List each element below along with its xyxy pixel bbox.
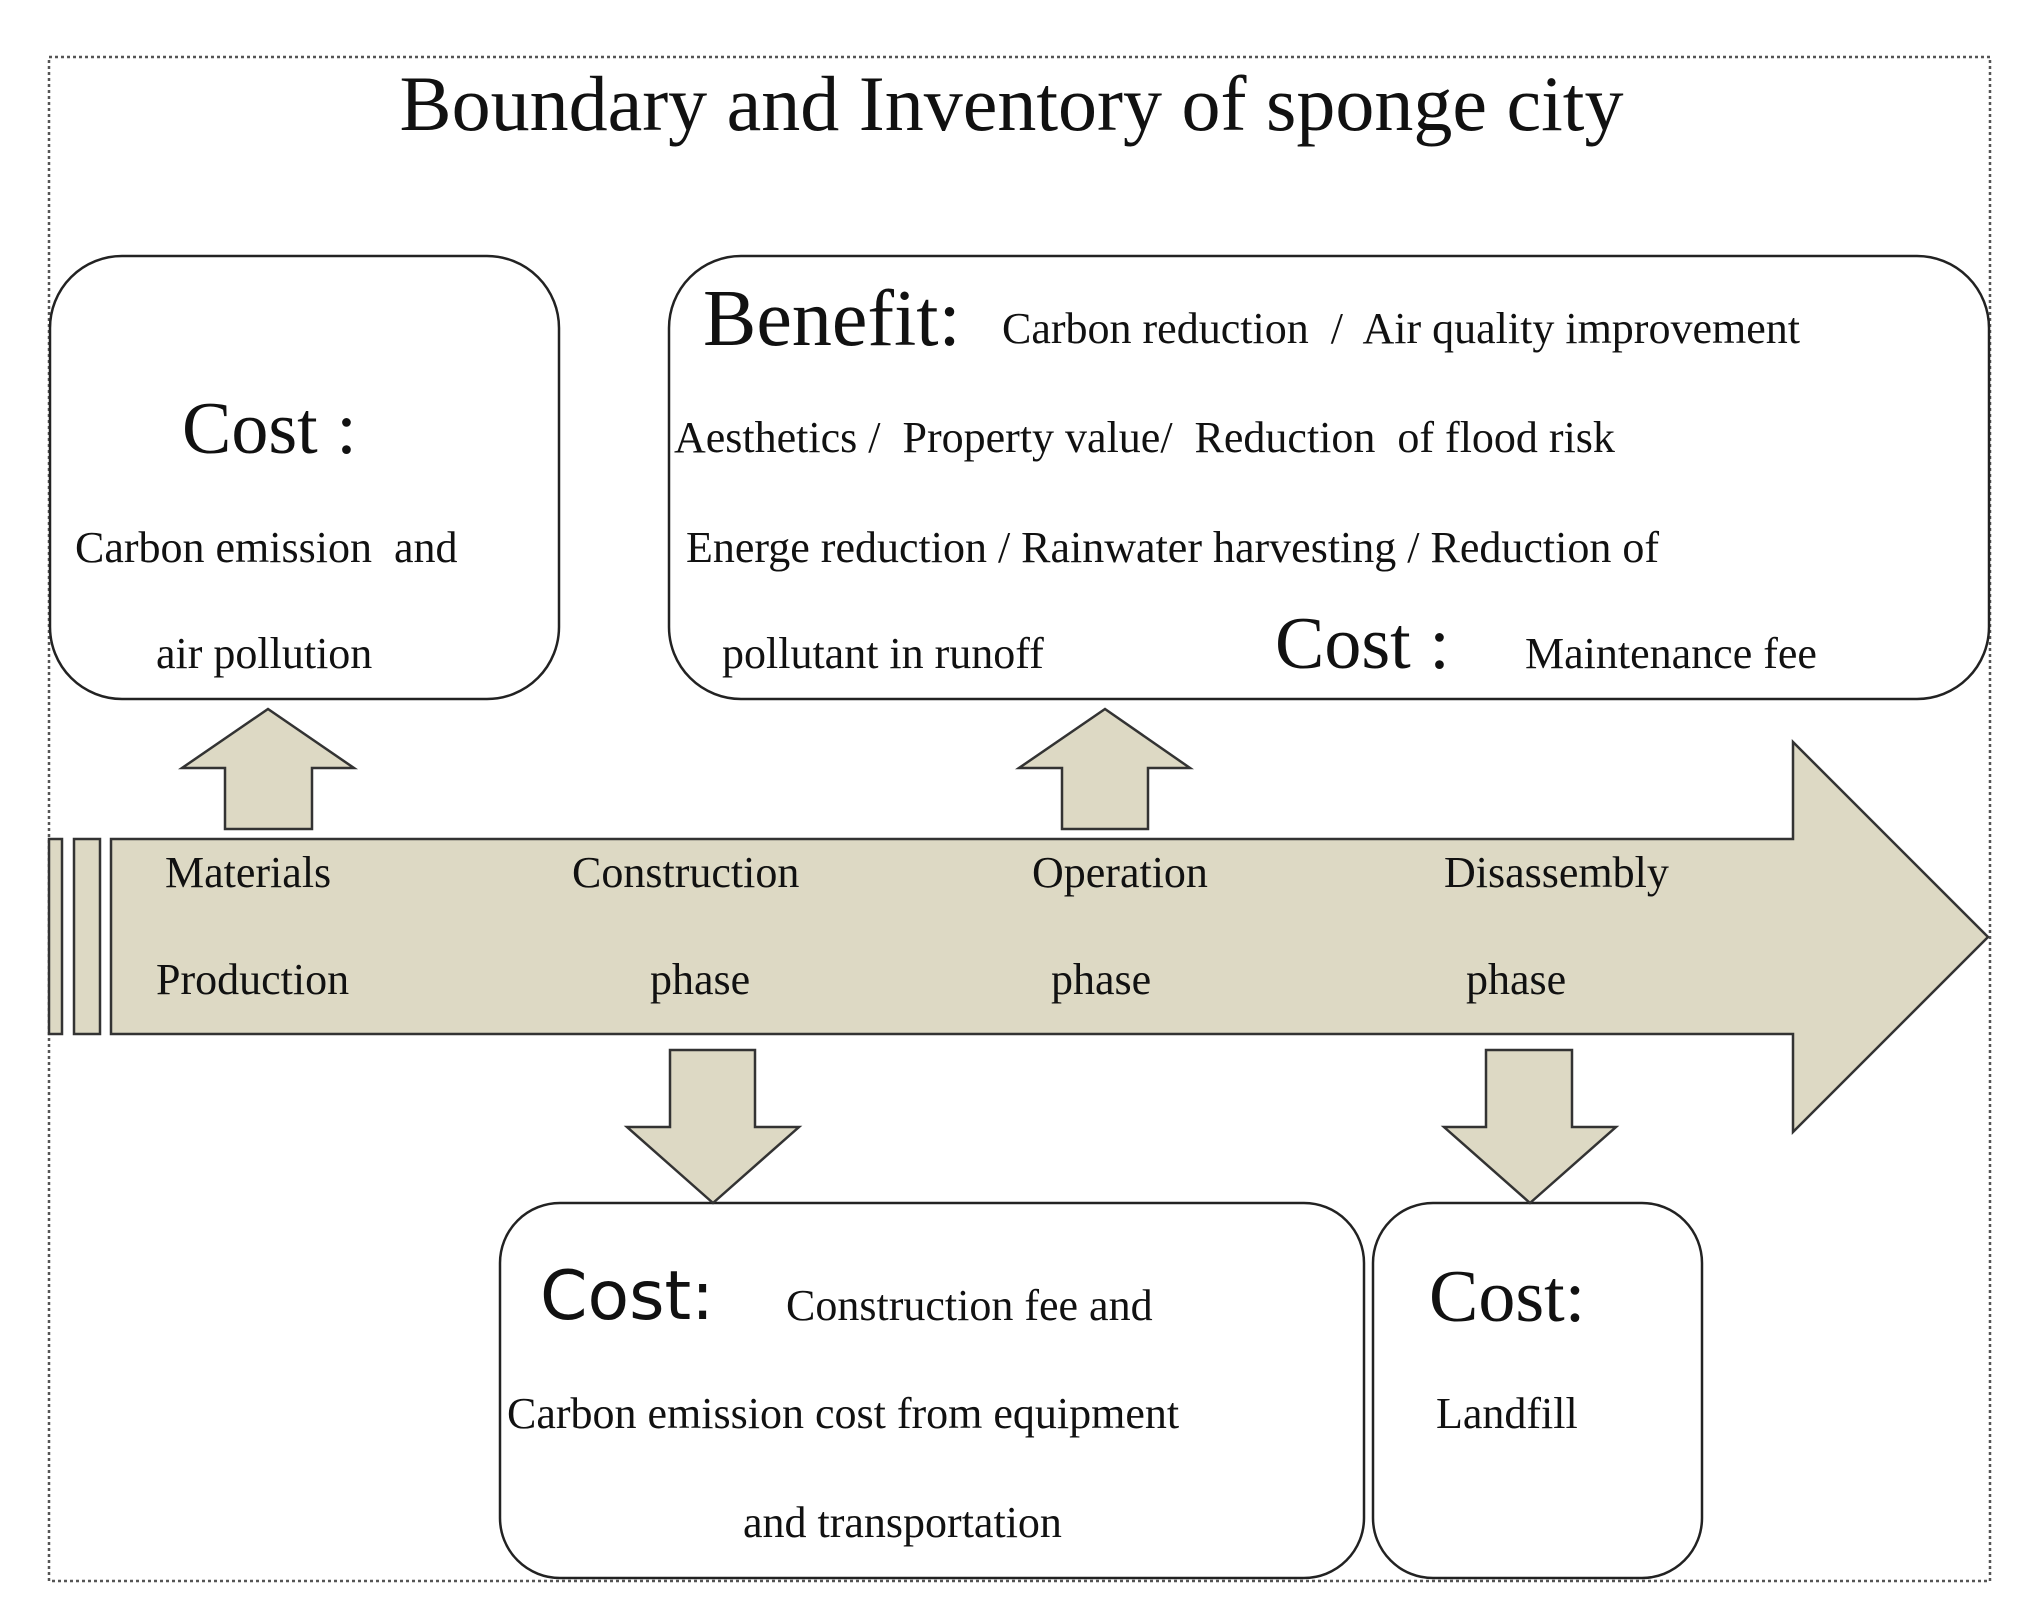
phase-materials-line-1: Materials — [165, 848, 332, 897]
phase-operation-line-2: phase — [1051, 955, 1152, 1004]
benefit-line-3: Energe reduction / Rainwater harvesting / Reduction of — [686, 523, 1660, 572]
benefit-line-2: Aesthetics / Property value/ Reduction of flood risk — [674, 413, 1615, 462]
phase-materials-line-2: Production — [156, 955, 350, 1004]
up-arrow-materials — [182, 709, 354, 829]
construction-cost-line-1: Construction fee and — [786, 1281, 1153, 1330]
benefit-label: Benefit: — [703, 275, 961, 363]
phase-disassembly-line-2: phase — [1466, 955, 1567, 1004]
materials-cost-line-2: air pollution — [156, 629, 373, 678]
operation-cost-text: Maintenance fee — [1525, 629, 1817, 678]
phase-disassembly-line-1: Disassembly — [1444, 848, 1669, 897]
down-arrow-construction — [627, 1050, 799, 1203]
disassembly-cost-line-1: Landfill — [1436, 1389, 1578, 1438]
phase-construction-line-1: Construction — [572, 848, 800, 897]
lifecycle-main-arrow — [111, 742, 1988, 1132]
down-arrow-disassembly — [1444, 1050, 1616, 1203]
up-arrow-operation — [1019, 709, 1190, 829]
materials-cost-label: Cost : — [182, 388, 357, 470]
operation-cost-label: Cost : — [1275, 603, 1450, 685]
materials-cost-line-1: Carbon emission and — [75, 523, 458, 572]
benefit-line-1: Carbon reduction / Air quality improvement — [1002, 304, 1800, 353]
construction-cost-line-2: Carbon emission cost from equipment — [507, 1389, 1180, 1438]
lifecycle-bar-stub-1 — [49, 839, 62, 1034]
diagram-title: Boundary and Inventory of sponge city — [399, 60, 1624, 147]
lifecycle-bar-stub-2 — [74, 839, 100, 1034]
phase-construction-line-2: phase — [650, 955, 751, 1004]
disassembly-cost-label: Cost: — [1429, 1256, 1586, 1338]
construction-cost-label: Cost: — [540, 1257, 715, 1336]
benefit-line-4: pollutant in runoff — [722, 629, 1044, 678]
construction-cost-line-3: and transportation — [743, 1498, 1062, 1547]
phase-operation-line-1: Operation — [1032, 848, 1208, 897]
